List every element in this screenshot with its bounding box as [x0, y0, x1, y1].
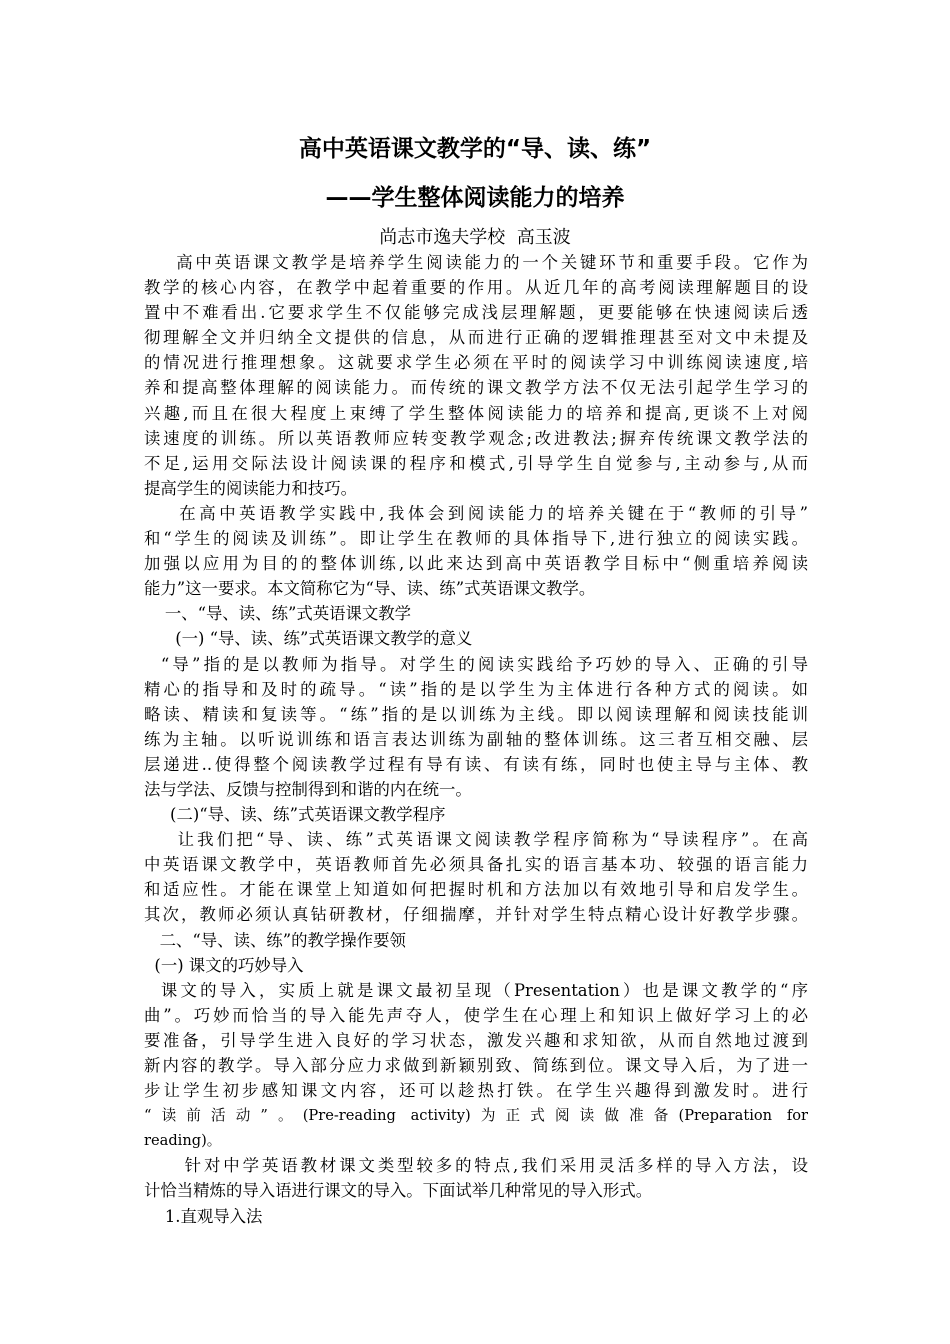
- text-line: 教学的核心内容，在教学中起着重要的作用。从近几年的高考阅读理解题目的设: [144, 278, 808, 298]
- text-line: 层递进..使得整个阅读教学过程有导有读、有读有练，同时也使主导与主体、教: [144, 754, 808, 774]
- text-line: 和“学生的阅读及训练”。即让学生在教师的具体指导下,进行独立的阅读实践。: [144, 529, 808, 549]
- text-line: 养和提高整体理解的阅读能力。而传统的课文教学方法不仅无法引起学生学习的: [144, 378, 808, 398]
- author-line: 尚志市逸夫学校 高玉波: [379, 227, 571, 248]
- text-line: 步让学生初步感知课文内容，还可以趁热打铁。在学生兴趣得到激发时。进行: [144, 1081, 808, 1101]
- subsection-heading: (二)“导、读、练”式英语课文教学程序: [144, 805, 446, 825]
- text-line: 新内容的教学。导入部分应力求做到新颖别致、简练到位。课文导入后，为了进一: [144, 1056, 808, 1075]
- text-line: 读速度的训练。所以英语教师应转变教学观念;改进教法;摒弃传统课文教学法的: [144, 428, 808, 448]
- text-line: 置中不难看出.它要求学生不仅能够完成浅层理解题，更要能够在快速阅读后透: [144, 303, 808, 323]
- text-line: 的情况进行推理想象。这就要求学生必须在平时的阅读学习中训练阅读速度,培: [144, 353, 808, 373]
- text-line: reading)。: [144, 1132, 222, 1150]
- text-line: 在高中英语教学实践中,我体会到阅读能力的培养关键在于“教师的引导”: [144, 503, 808, 523]
- subsection-heading: 1.直观导入法: [144, 1206, 263, 1226]
- document-subtitle: ——学生整体阅读能力的培养: [325, 185, 625, 211]
- text-line: 能力”这一要求。本文简称它为“导、读、练”式英语课文教学。: [144, 579, 596, 599]
- text-line: “导”指的是以教师为指导。对学生的阅读实践给予巧妙的导入、正确的引导: [144, 654, 808, 674]
- body-text: [144, 250, 808, 1229]
- text-line: 中英语课文教学中，英语教师首先必须具备扎实的语言基本功、较强的语言能力: [144, 855, 808, 875]
- document-title: 高中英语课文教学的“导、读、练”: [298, 136, 652, 162]
- text-line: 其次，教师必须认真钻研教材，仔细揣摩，并针对学生特点精心设计好教学步骤。: [144, 905, 808, 925]
- subsection-heading: (一) 课文的巧妙导入: [144, 955, 304, 975]
- text-line: 彻理解全文并归纳全文提供的信息，从而进行正确的逻辑推理甚至对文中未提及: [144, 328, 808, 348]
- section-heading: 一、“导、读、练”式英语课文教学: [144, 604, 412, 624]
- text-line: 针对中学英语教材课文类型较多的特点,我们采用灵活多样的导入方法，设: [144, 1156, 808, 1176]
- text-line: 课文的导入，实质上就是课文最初呈现（Presentation）也是课文教学的“序: [144, 980, 808, 1000]
- text-line: 法与学法、反馈与控制得到和谐的内在统一。: [144, 779, 472, 799]
- text-line: 加强以应用为目的的整体训练,以此来达到高中英语教学目标中“侧重培养阅读: [144, 554, 808, 574]
- text-line: 兴趣,而且在很大程度上束缚了学生整体阅读能力的培养和提高,更谈不上对阅: [144, 403, 808, 423]
- text-line: 计恰当精炼的导入语进行课文的导入。下面试举几种常见的导入形式。: [144, 1181, 653, 1201]
- text-line: 曲”。巧妙而恰当的导入能先声夺人，使学生在心理上和知识上做好学习上的必: [144, 1005, 808, 1025]
- text-line: 让我们把“导、读、练”式英语课文阅读教学程序简称为“导读程序”。在高: [144, 830, 808, 850]
- text-line: 精心的指导和及时的疏导。“读”指的是以学生为主体进行各种方式的阅读。如: [144, 679, 808, 699]
- text-line: 练为主轴。以听说训练和语言表达训练为副轴的整体训练。这三者互相交融、层: [144, 729, 808, 749]
- text-line: 略读、精读和复读等。“练”指的是以训练为主线。即以阅读理解和阅读技能训: [144, 704, 808, 724]
- subsection-heading: (一) “导、读、练”式英语课文教学的意义: [144, 629, 473, 649]
- text-line: 要准备，引导学生进入良好的学习状态，激发兴趣和求知欲，从而自然地过渡到: [144, 1030, 808, 1050]
- text-line: 不足,运用交际法设计阅读课的程序和模式,引导学生自觉参与,主动参与,从而: [144, 453, 808, 473]
- text-line: 提高学生的阅读能力和技巧。: [144, 478, 358, 498]
- section-heading: 二、“导、读、练”的教学操作要领: [144, 930, 406, 950]
- text-line: 和适应性。才能在课堂上知道如何把握时机和方法加以有效地引导和启发学生。: [144, 880, 808, 900]
- text-line: “读前活动”。(Pre-reading activity)为正式阅读做准备(Preparation for: [144, 1107, 808, 1125]
- text-line: 高中英语课文教学是培养学生阅读能力的一个关键环节和重要手段。它作为: [144, 253, 808, 272]
